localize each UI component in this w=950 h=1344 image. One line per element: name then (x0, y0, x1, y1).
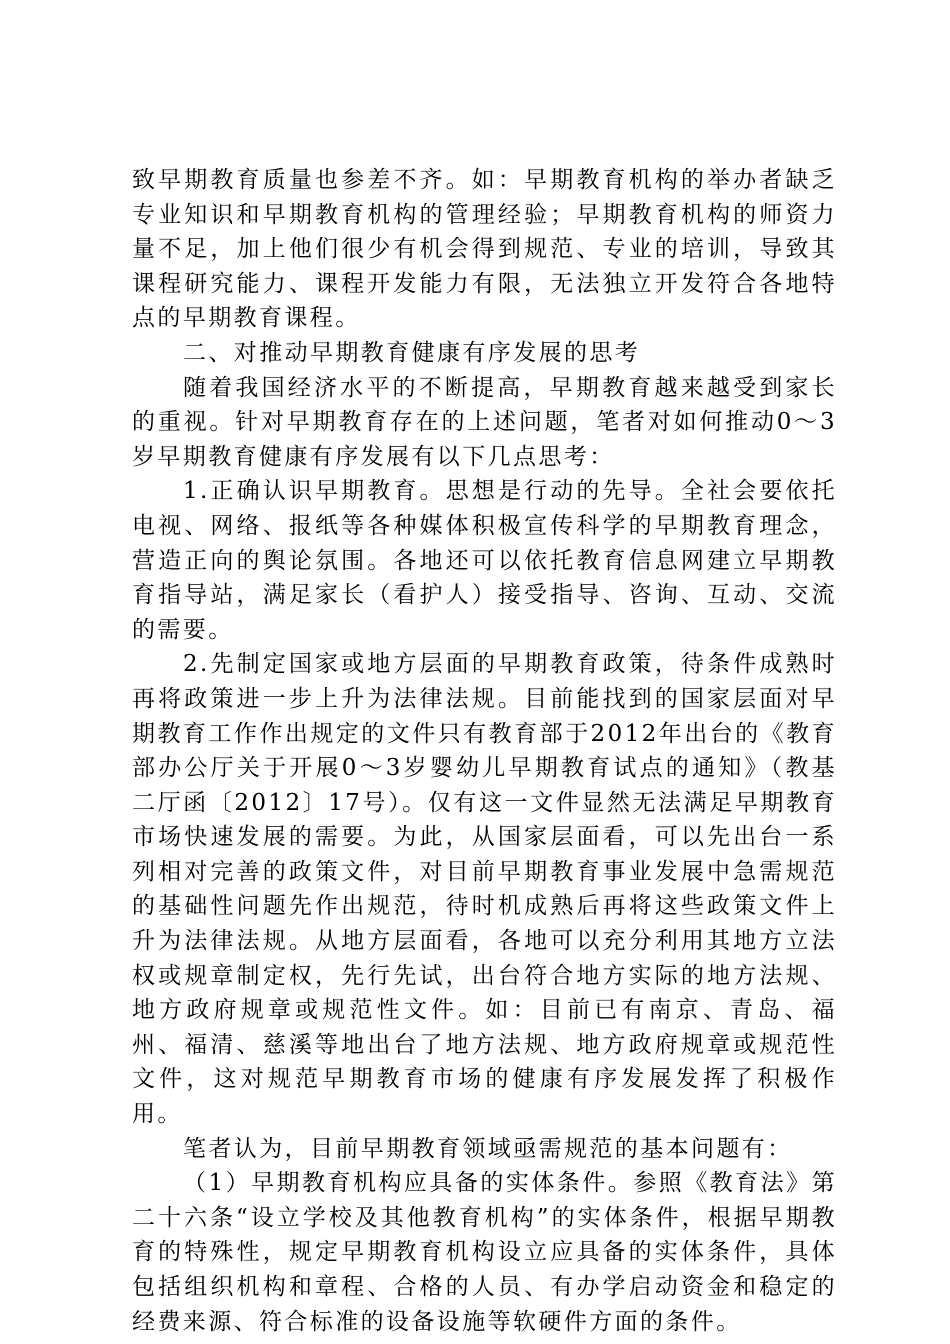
paragraph-point-1: 1.正确认识早期教育。思想是行动的先导。全社会要依托电视、网络、报纸等各种媒体积极宣传科学的早期教育理念，营造正向的舆论氛围。各地还可以依托教育信息网建立早期教育指导站，满足家长（看护人）接受指导、咨询、互动、交流的需要。 (132, 478, 837, 643)
section-heading: 二、对推动早期教育健康有序发展的思考 (183, 339, 641, 366)
document-body (132, 163, 837, 1339)
paragraph-continuation: 致早期教育质量也参差不齐。如：早期教育机构的举办者缺乏专业知识和早期教育机构的管理经验；早期教育机构的师资力量不足，加上他们很少有机会得到规范、专业的培训，导致其课程研究能力、课程开发能力有限，无法独立开发符合各地特点的早期教育课程。 (132, 167, 837, 332)
paragraph-author-view: 笔者认为，目前早期教育领域亟需规范的基本问题有： (183, 1135, 793, 1162)
paragraph-point-2: 2.先制定国家或地方层面的早期教育政策，待条件成熟时再将政策进一步上升为法律法规。目前能找到的国家层面对早期教育工作作出规定的文件只有教育部于2012年出台的《教育部办公厅关于开展0～3岁婴幼儿早期教育试点的通知》（教基二厅函〔2012〕17号）。仅有这一文件显然无法满足早期教育市场快速发展的需要。为此，从国家层面看，可以先出台一系列相对完善的政策文件，对目前早期教育事业发展中急需规范的基础性问题先作出规范，待时机成熟后再将这些政策文件上升为法律法规。从地方层面看，各地可以充分利用其地方立法权或规章制定权，先行先试，出台符合地方实际的地方法规、地方政府规章或规范性文件。如：目前已有南京、青岛、福州、福清、慈溪等地出台了地方法规、地方政府规章或规范性文件，这对规范早期教育市场的健康有序发展发挥了积极作用。 (132, 651, 837, 1128)
paragraph-intro: 随着我国经济水平的不断提高，早期教育越来越受到家长的重视。针对早期教育存在的上述问题，笔者对如何推动0～3岁早期教育健康有序发展有以下几点思考： (132, 374, 837, 470)
paragraph-subpoint-1: （1）早期教育机构应具备的实体条件。参照《教育法》第二十六条“设立学校及其他教育机构”的实体条件，根据早期教育的特殊性，规定早期教育机构设立应具备的实体条件，具体包括组织机构和章程、合格的人员、有办学启动资金和稳定的经费来源、符合标准的设备设施等软硬件方面的条件。 (132, 1170, 837, 1335)
